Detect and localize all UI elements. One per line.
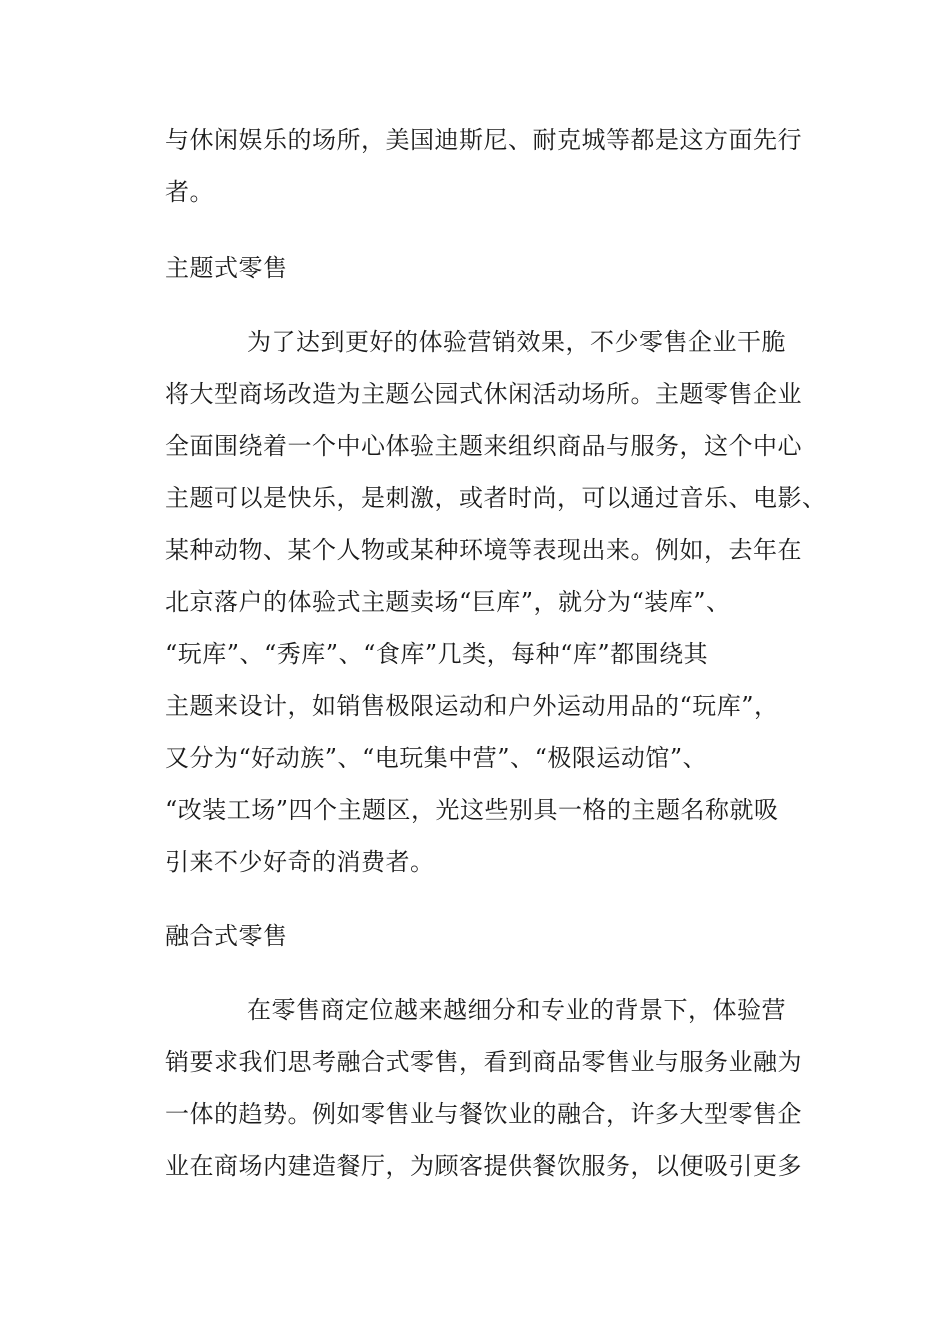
paragraph-line: 一体的趋势。例如零售业与餐饮业的融合，许多大型零售企 — [165, 1100, 802, 1128]
paragraph-line: 在零售商定位越来越细分和专业的背景下，体验营 — [247, 996, 786, 1024]
paragraph-line: 业在商场内建造餐厅，为顾客提供餐饮服务，以便吸引更多 — [165, 1152, 802, 1180]
paragraph-line: 将大型商场改造为主题公园式休闲活动场所。主题零售企业 — [165, 380, 802, 408]
paragraph-line: 全面围绕着一个中心体验主题来组织商品与服务，这个中心 — [165, 432, 802, 460]
paragraph-line: “改装工场”四个主题区，光这些别具一格的主题名称就吸 — [165, 796, 779, 824]
section-heading-theme-retail: 主题式零售 — [165, 254, 288, 282]
paragraph-line: 与休闲娱乐的场所，美国迪斯尼、耐克城等都是这方面先行 — [165, 126, 802, 154]
paragraph-line: 销要求我们思考融合式零售，看到商品零售业与服务业融为 — [165, 1048, 802, 1076]
paragraph-line: 主题来设计，如销售极限运动和户外运动用品的“玩库”， — [165, 692, 779, 720]
section-heading-fusion-retail: 融合式零售 — [165, 922, 288, 950]
paragraph-line: 主题可以是快乐，是刺激，或者时尚，可以通过音乐、电影、 — [165, 484, 827, 512]
paragraph-line: 又分为“好动族”、“电玩集中营”、“极限运动馆”、 — [165, 744, 708, 772]
paragraph-line: “玩库”、“秀库”、“食库”几类，每种“库”都围绕其 — [165, 640, 709, 668]
paragraph-line: 引来不少好奇的消费者。 — [165, 848, 435, 876]
paragraph-line: 者。 — [165, 178, 214, 206]
paragraph-line: 某种动物、某个人物或某种环境等表现出来。例如，去年在 — [165, 536, 802, 564]
paragraph-line: 为了达到更好的体验营销效果，不少零售企业干脆 — [247, 328, 786, 356]
paragraph-line: 北京落户的体验式主题卖场“巨库”，就分为“装库”、 — [165, 588, 731, 616]
